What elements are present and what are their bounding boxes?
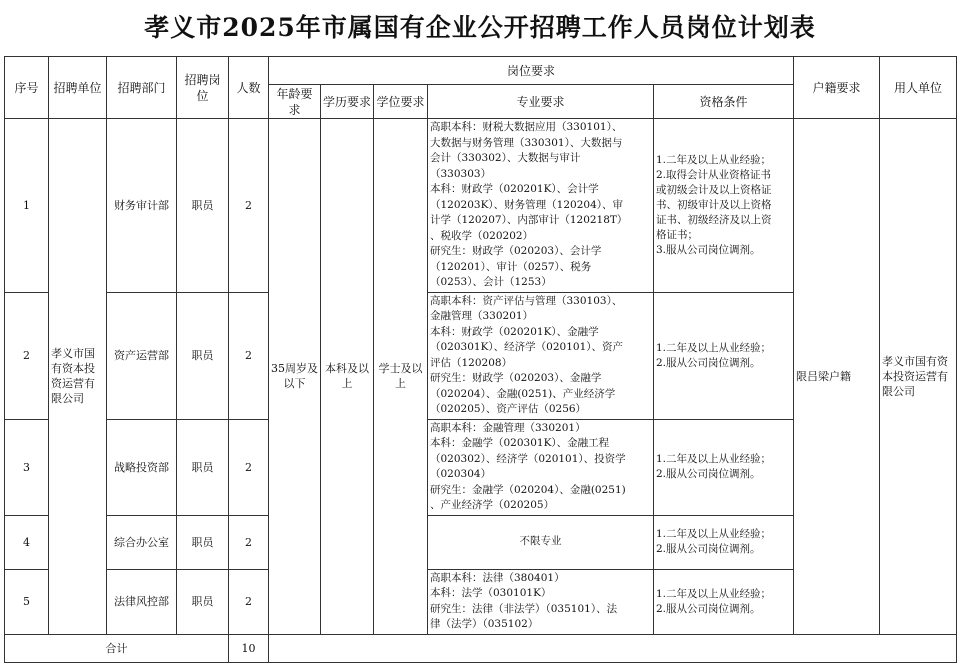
row-seq: 4	[5, 515, 49, 569]
major-line: 研究生：财政学（020203）、会计学	[430, 245, 602, 257]
major-line: 高职本科：资产评估与管理（330103）、	[430, 294, 623, 307]
major-line: （020304）	[430, 468, 492, 480]
qualification-line: 2.服从公司岗位调剂。	[656, 602, 761, 615]
qualification-line: 1.二年及以上从业经验；	[656, 341, 772, 354]
total-row	[5, 634, 957, 662]
major-line: 研究生：法律（非法学）（035101）、法	[430, 602, 618, 615]
row-post: 职员	[177, 569, 229, 634]
row-post: 职员	[177, 419, 229, 515]
row-dept: 资产运营部	[107, 292, 177, 419]
major-line: （120203K）、财务管理（120204）、审	[430, 198, 624, 211]
major-line: 会计（330302）、大数据与审计	[430, 152, 581, 164]
major-line: 本科：金融学（020301K）、金融工程	[430, 437, 610, 449]
header-count: 人数	[229, 57, 269, 119]
major-requirement: 不限专业	[428, 515, 654, 569]
qualification-line: 证书、初级经济及以上资	[656, 213, 772, 226]
qualification-line: 2.服从公司岗位调剂。	[656, 543, 761, 555]
row-dept: 财务审计部	[107, 119, 177, 293]
qualification-line: 格证书；	[656, 228, 698, 241]
row-count: 2	[229, 292, 269, 419]
major-line: 研究生：金融学（020204）、金融(0251)	[430, 483, 626, 496]
total-count: 10	[229, 634, 269, 662]
major-requirement	[428, 119, 654, 293]
qualification-line: 1.二年及以上从业经验；	[656, 587, 772, 600]
qualification-line: 1.二年及以上从业经验；	[656, 528, 772, 540]
row-count: 2	[229, 119, 269, 293]
row-seq: 2	[5, 292, 49, 419]
major-requirement	[428, 419, 654, 515]
major-line: 高职本科：财税大数据应用（330101）、	[430, 121, 623, 133]
total-empty	[269, 634, 957, 662]
qualification-line: 2.服从公司岗位调剂。	[656, 356, 761, 369]
row-count: 2	[229, 419, 269, 515]
major-line: 高职本科：金融管理（330201）	[430, 421, 586, 434]
header-major: 专业要求	[428, 85, 654, 119]
header-age: 年龄要求	[269, 85, 321, 119]
total-label: 合计	[5, 634, 229, 662]
page-title: 孝义市2025年市属国有企业公开招聘工作人员岗位计划表	[144, 13, 816, 42]
employer-unit: 孝义市国有资本投资运营有限公司	[880, 119, 957, 635]
major-line: 金融管理（330201）	[430, 310, 534, 322]
row-dept: 法律风控部	[107, 569, 177, 634]
age-requirement: 35周岁及以下	[269, 119, 321, 635]
row-post: 职员	[177, 119, 229, 293]
major-line: （120201）、审计（0257）、税务	[430, 260, 592, 273]
header-dept: 招聘部门	[107, 57, 177, 119]
major-line: （020301K）、经济学（020101）、资产	[430, 341, 624, 353]
qualification-line: 3.服从公司岗位调剂。	[656, 243, 761, 256]
major-line: 本科：财政学（020201K）、会计学	[430, 183, 599, 195]
row-dept: 战略投资部	[107, 419, 177, 515]
qualification-line: 或初级会计及以上资格证	[656, 183, 772, 196]
major-requirement	[428, 292, 654, 419]
major-line: （020302）、经济学（020101）、投资学	[430, 452, 626, 465]
qualification-conditions	[654, 292, 794, 419]
header-employer: 用人单位	[880, 57, 957, 119]
education-requirement: 本科及以上	[321, 119, 374, 635]
recruitment-plan-table	[4, 56, 957, 663]
major-line: 大数据与财务管理（330301）、大数据与	[430, 136, 623, 149]
qualification-line: 书、初级审计及以上资格	[656, 198, 772, 211]
table-row	[5, 119, 957, 293]
major-line: 评估（120208）	[430, 356, 513, 369]
recruiting-unit: 孝义市国有资本投资运营有限公司	[49, 119, 107, 635]
header-edu: 学历要求	[321, 85, 374, 119]
header-hukou: 户籍要求	[794, 57, 880, 119]
header-qualification: 资格条件	[654, 85, 794, 119]
row-seq: 3	[5, 419, 49, 515]
qualification-conditions	[654, 119, 794, 293]
header-degree: 学位要求	[374, 85, 428, 119]
degree-requirement: 学士及以上	[374, 119, 428, 635]
header-post: 招聘岗位	[177, 57, 229, 119]
major-line: 计学（120207）、内部审计（120218T）	[430, 214, 628, 226]
major-line: 高职本科：法律（380401）	[430, 571, 565, 584]
row-seq: 5	[5, 569, 49, 634]
row-post: 职员	[177, 515, 229, 569]
row-count: 2	[229, 515, 269, 569]
row-count: 2	[229, 569, 269, 634]
row-dept: 综合办公室	[107, 515, 177, 569]
header-post-req: 岗位要求	[269, 57, 794, 85]
major-line: 研究生：财政学（020203）、金融学	[430, 372, 602, 384]
major-line: 、税收学（020202）	[430, 229, 534, 242]
major-line: （020204）、金融(0251)、产业经济学	[430, 387, 616, 400]
qualification-conditions	[654, 419, 794, 515]
qualification-line: 2.服从公司岗位调剂。	[656, 468, 761, 480]
hukou-requirement: 限吕梁户籍	[794, 119, 880, 635]
major-line: （0253）、会计（1253）	[430, 276, 552, 288]
major-line: 本科：法学（030101K）	[430, 587, 552, 599]
major-requirement	[428, 569, 654, 634]
header-row-1	[5, 57, 957, 85]
qualification-conditions	[654, 569, 794, 634]
qualification-line: 1.二年及以上从业经验；	[656, 153, 772, 166]
header-seq: 序号	[5, 57, 49, 119]
row-post: 职员	[177, 292, 229, 419]
row-seq: 1	[5, 119, 49, 293]
header-unit: 招聘单位	[49, 57, 107, 119]
qualification-conditions	[654, 515, 794, 569]
major-line: （330303）	[430, 167, 492, 180]
major-line: 本科：财政学（020201K）、金融学	[430, 325, 599, 338]
qualification-line: 2.取得会计从业资格证书	[656, 168, 772, 181]
major-line: 律（法学）（035102）	[430, 618, 539, 630]
qualification-line: 1.二年及以上从业经验；	[656, 453, 772, 465]
major-line: 、产业经济学（020205）	[430, 499, 555, 511]
major-line: （020205）、资产评估（0256）	[430, 403, 587, 415]
